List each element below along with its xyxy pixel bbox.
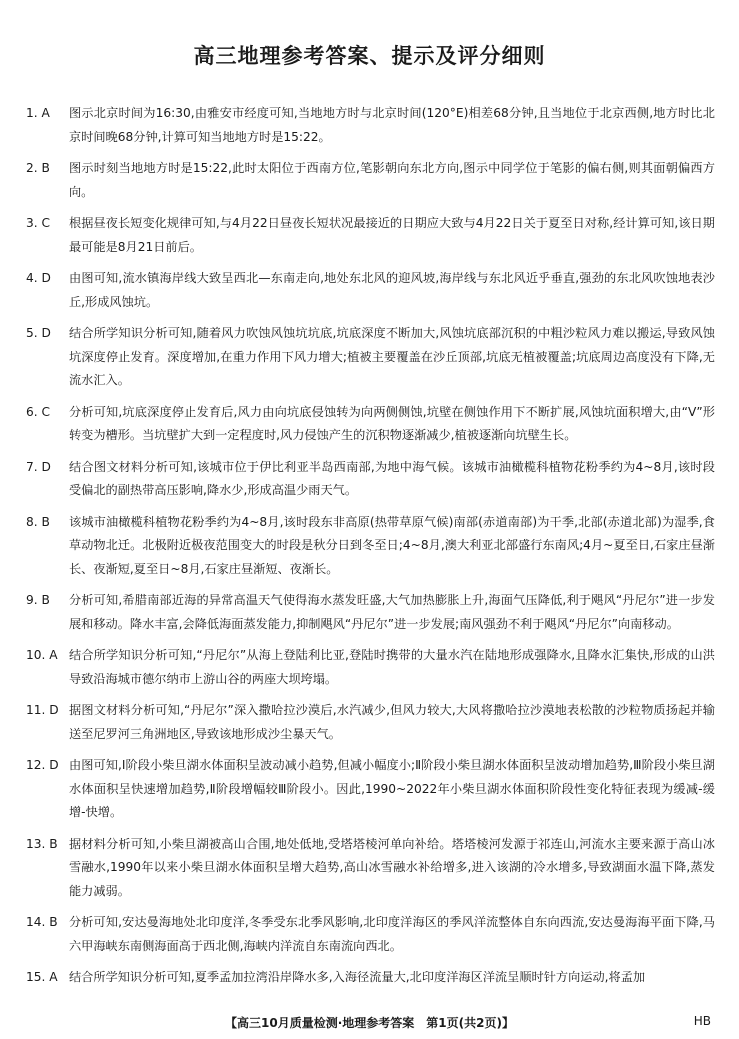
answer-number: 1. A	[26, 106, 50, 120]
answer-number: 6. C	[26, 404, 51, 419]
answer-text: 由图可知,流水镇海岸线大致呈西北—东南走向,地处东北风的迎风坡,海岸线与东北风近乎垂直,强劲的东北风吹蚀地表沙丘,形成风蚀坑。	[69, 271, 715, 309]
answer-item	[26, 511, 715, 582]
answer-item	[26, 833, 715, 904]
answer-number: 2. B	[26, 161, 50, 175]
answer-item	[26, 589, 715, 636]
answer-text: 结合所学知识分析可知,随着风力吹蚀风蚀坑坑底,坑底深度不断加大,风蚀坑底部沉积的中粗沙粒风力难以搬运,导致风蚀坑深度停止发育。深度增加,在重力作用下风力增大;植被主要覆盖在沙丘顶部,坑底无植被覆盖;坑底周边高度没有下降,无流水汇入。	[69, 326, 715, 387]
answer-text: 结合所学知识分析可知,“丹尼尔”从海上登陆利比亚,登陆时携带的大量水汽在陆地形成强降水,且降水汇集快,形成的山洪导致沿海城市德尔纳市上游山谷的两座大坝垮塌。	[69, 648, 715, 686]
page-footer: 【高三10月质量检测·地理参考答案 第1页(共2页)】	[225, 1016, 514, 1030]
answer-number: 3. C	[26, 216, 51, 230]
answer-item	[26, 322, 715, 393]
answer-list	[26, 102, 715, 998]
answer-text: 该城市油橄榄科植物花粉季约为4~8月,该时段东非高原(热带草原气候)南部(赤道南部)为干季,北部(赤道北部)为湿季,食草动物北迁。北极附近极夜范围变大的时段是秋分日到冬至日;4~8月,澳大利亚北部盛行东南风;4月~夏至日,石家庄昼渐长、夜渐短,夏至日~8月,石家庄昼渐短、夜渐长。	[69, 514, 715, 576]
answer-number: 9. B	[26, 593, 50, 607]
answer-number: 7. D	[26, 459, 51, 474]
answer-item	[26, 102, 715, 149]
answer-text: 分析可知,希腊南部近海的异常高温天气使得海水蒸发旺盛,大气加热膨胀上升,海面气压降低,利于飓风“丹尼尔”进一步发展和移动。降水丰富,会降低海面蒸发能力,抑制飓风“丹尼尔”进一步发展;南风强劲不利于飓风“丹尼尔”向南移动。	[69, 593, 715, 631]
answer-number: 11. D	[26, 703, 59, 717]
answer-item	[26, 911, 715, 958]
answer-text: 分析可知,坑底深度停止发育后,风力由向坑底侵蚀转为向两侧侧蚀,坑壁在侧蚀作用下不断扩展,风蚀坑面积增大,由“V”形转变为槽形。当坑壁扩大到一定程度时,风力侵蚀产生的沉积物逐渐减少,植被逐渐向坑壁生长。	[69, 404, 715, 442]
answer-number: 10. A	[26, 648, 58, 662]
answer-item	[26, 401, 715, 448]
answer-text: 结合所学知识分析可知,夏季孟加拉湾沿岸降水多,入海径流量大,北印度洋海区洋流呈顺时针方向运动,将孟加	[69, 970, 646, 984]
answer-text: 结合图文材料分析可知,该城市位于伊比利亚半岛西南部,为地中海气候。该城市油橄榄科植物花粉季约为4~8月,该时段受偏北的副热带高压影响,降水少,形成高温少雨天气。	[69, 459, 715, 497]
answer-text: 图示时刻当地地方时是15:22,此时太阳位于西南方位,笔影朝向东北方向,图示中同学位于笔影的偏右侧,则其面朝偏西方向。	[69, 161, 715, 199]
answer-text: 据材料分析可知,小柴旦湖被高山合围,地处低地,受塔塔棱河单向补给。塔塔棱河发源于祁连山,河流水主要来源于高山冰雪融水,1990年以来小柴旦湖水体面积呈增大趋势,高山冰雪融水补给增多,进入该湖的冷水增多,导致湖面水温下降,蒸发能力减弱。	[69, 836, 715, 898]
answer-item	[26, 699, 715, 746]
answer-item	[26, 267, 715, 314]
answer-text: 根据昼夜长短变化规律可知,与4月22日昼夜长短状况最接近的日期应大致与4月22日关于夏至日对称,经计算可知,该日期最可能是8月21日前后。	[69, 216, 715, 254]
answer-item	[26, 456, 715, 503]
answer-text: 图示北京时间为16:30,由雅安市经度可知,当地地方时与北京时间(120°E)相差68分钟,且当地位于北京西侧,地方时比北京时间晚68分钟,计算可知当地地方时是15:22。	[69, 106, 715, 144]
page-title: 高三地理参考答案、提示及评分细则	[193, 44, 546, 68]
answer-text: 分析可知,安达曼海地处北印度洋,冬季受东北季风影响,北印度洋海区的季风洋流整体自东向西流,安达曼海海平面下降,马六甲海峡东南侧海面高于西北侧,海峡内洋流自东南流向西北。	[69, 915, 715, 953]
answer-number: 4. D	[26, 271, 51, 285]
answer-item	[26, 754, 715, 825]
footer-code: HB	[693, 1014, 711, 1028]
answer-number: 5. D	[26, 326, 51, 340]
answer-number: 15. A	[26, 970, 58, 984]
answer-item	[26, 644, 715, 691]
answer-item	[26, 157, 715, 204]
answer-text: 据图文材料分析可知,“丹尼尔”深入撒哈拉沙漠后,水汽减少,但风力较大,大风将撒哈拉沙漠地表松散的沙粒物质扬起并输送至尼罗河三角洲地区,导致该地形成沙尘暴天气。	[69, 703, 715, 741]
answer-number: 8. B	[26, 514, 50, 529]
answer-item	[26, 212, 715, 259]
answer-number: 12. D	[26, 758, 59, 772]
answer-number: 14. B	[26, 915, 58, 929]
answer-item	[26, 966, 715, 990]
answer-number: 13. B	[26, 836, 58, 851]
answer-text: 由图可知,Ⅰ阶段小柴旦湖水体面积呈波动减小趋势,但减小幅度小;Ⅱ阶段小柴旦湖水体面积呈波动增加趋势,Ⅲ阶段小柴旦湖水体面积呈快速增加趋势,Ⅱ阶段增幅较Ⅲ阶段小。因此,1990~2022年小柴旦湖水体面积阶段性变化特征表现为缓减-缓增-快增。	[69, 758, 715, 819]
